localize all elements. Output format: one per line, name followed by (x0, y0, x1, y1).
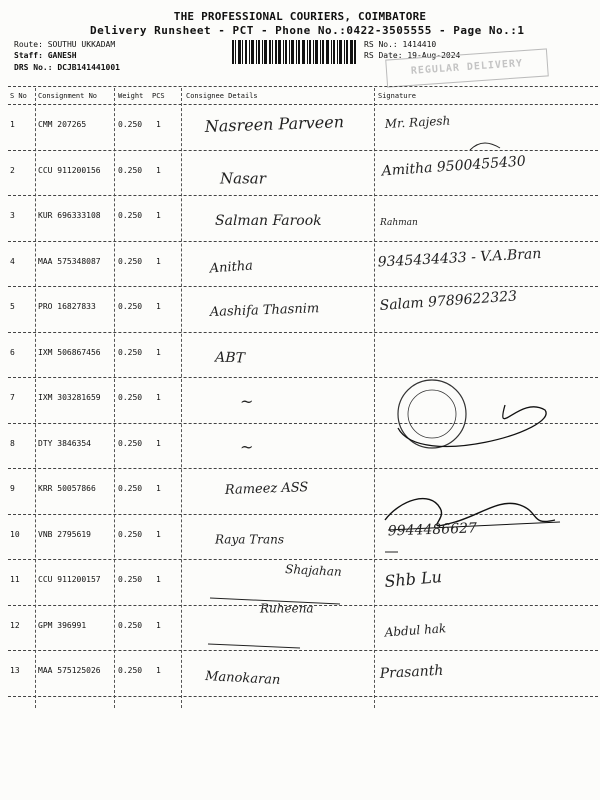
row-pcs: 1 (156, 575, 161, 584)
row-consignment-no: IXM 506867456 (38, 347, 101, 357)
row-pcs: 1 (156, 256, 161, 266)
route-label: Route: SOUTHU UKKADAM (14, 40, 116, 49)
recipient-signature: 9944486627 (387, 520, 478, 540)
consignee-handwritten: Ruheena (260, 601, 314, 616)
consignee-handwritten: ~ (240, 392, 254, 411)
consignee-handwritten: Salman Farook (215, 213, 322, 229)
row-consignment-no: IXM 303281659 (38, 393, 101, 402)
row-sno: 3 (10, 211, 15, 220)
row-consignment-no: PRO 16827833 (38, 302, 96, 311)
col-header-consignee: Consignee Details (186, 92, 258, 100)
consignee-handwritten: Manokaran (204, 669, 281, 688)
recipient-signature: Salam 9789622323 (379, 288, 518, 314)
row-consignment-no: MAA 575125026 (38, 666, 101, 675)
row-sno: 12 (10, 620, 20, 630)
row-pcs: 1 (156, 120, 161, 129)
row-consignment-no: KRR 50057866 (38, 484, 96, 493)
rs-number: RS No.: 1414410 (364, 40, 437, 49)
row-pcs: 1 (156, 484, 161, 493)
row-consignment-no: CCU 911200156 (38, 165, 101, 175)
row-weight: 0.250 (118, 120, 143, 129)
row-sno: 5 (10, 302, 15, 311)
row-weight: 0.250 (118, 438, 143, 448)
consignee-handwritten: Rameez ASS (224, 480, 309, 498)
row-weight: 0.250 (118, 165, 143, 175)
row-pcs: 1 (156, 302, 161, 311)
row-pcs: 1 (156, 666, 161, 675)
row-weight: 0.250 (118, 575, 143, 584)
row-sno: 8 (10, 438, 15, 448)
row-consignment-no: VNB 2795619 (38, 529, 91, 539)
row-pcs: 1 (156, 165, 161, 175)
staff-label: Staff: GANESH (14, 51, 77, 60)
consignee-handwritten: Raya Trans (215, 532, 284, 547)
consignee-handwritten: ~ (240, 437, 254, 457)
row-weight: 0.250 (118, 666, 143, 675)
row-weight: 0.250 (118, 620, 143, 630)
row-consignment-no: KUR 696333108 (38, 211, 101, 220)
row-sno: 1 (10, 120, 15, 129)
company-name: THE PROFESSIONAL COURIERS, COIMBATORE (173, 10, 427, 23)
recipient-signature: Prasanth (379, 662, 444, 682)
row-pcs: 1 (156, 529, 161, 539)
row-weight: 0.250 (118, 529, 143, 539)
recipient-signature: Mr. Rajesh (384, 113, 451, 131)
runsheet-title: Delivery Runsheet - PCT - Phone No.:0422-3505555 - Page No.:1 (90, 24, 525, 37)
recipient-signature: Rahman (380, 218, 418, 228)
row-consignment-no: CMM 207265 (38, 120, 87, 129)
signature-stroke (470, 143, 500, 150)
row-pcs: 1 (156, 393, 161, 402)
recipient-signature: Shb Lu (383, 567, 443, 591)
rs-date: RS Date: 19-Aug-2024 (364, 51, 461, 60)
consignee-handwritten: Shajahan (284, 562, 343, 579)
row-consignment-no: MAA 575348087 (38, 256, 101, 266)
col-header-consignment: Consignment No (38, 92, 98, 100)
row-weight: 0.250 (118, 211, 143, 220)
consignee-handwritten: Anitha (209, 258, 254, 277)
row-sno: 2 (10, 165, 15, 175)
row-sno: 11 (10, 575, 20, 584)
consignee-handwritten: Aashifa Thasnim (209, 301, 320, 320)
row-sno: 6 (10, 347, 15, 357)
recipient-signature: Amitha 9500455430 (381, 153, 527, 180)
row-weight: 0.250 (118, 484, 143, 493)
row-weight: 0.250 (118, 302, 143, 311)
row-consignment-no: DTY 3846354 (38, 438, 91, 448)
row-pcs: 1 (156, 620, 161, 630)
row-sno: 4 (10, 256, 15, 266)
row-pcs: 1 (156, 211, 161, 220)
recipient-signature: 9345434433 - V.A.Bran (377, 245, 542, 271)
col-header-pcs: PCS (152, 92, 165, 100)
row-consignment-no: CCU 911200157 (38, 575, 101, 584)
row-sno: 7 (10, 393, 15, 402)
row-weight: 0.250 (118, 347, 143, 357)
recipient-signature: Abdul hak (384, 621, 447, 640)
drs-number: DRS No.: DCJB141441001 (14, 63, 120, 72)
row-pcs: 1 (156, 347, 161, 357)
col-header-sno: S No (10, 92, 27, 100)
consignee-handwritten: Nasar (220, 169, 266, 188)
col-header-signature: Signature (378, 92, 416, 100)
row-pcs: 1 (156, 438, 161, 448)
strike-through (208, 644, 300, 648)
consignee-handwritten: Nasreen Parveen (204, 112, 345, 136)
row-sno: 13 (10, 666, 20, 675)
col-header-weight: Weight (118, 92, 144, 100)
company-seal (398, 380, 546, 448)
row-consignment-no: GPM 396991 (38, 620, 87, 630)
row-sno: 9 (10, 484, 15, 493)
consignee-handwritten: ABT (214, 349, 246, 367)
delivery-stamp: REGULAR DELIVERY (385, 48, 549, 87)
row-sno: 10 (10, 529, 20, 539)
row-weight: 0.250 (118, 393, 143, 402)
row-weight: 0.250 (118, 256, 143, 266)
